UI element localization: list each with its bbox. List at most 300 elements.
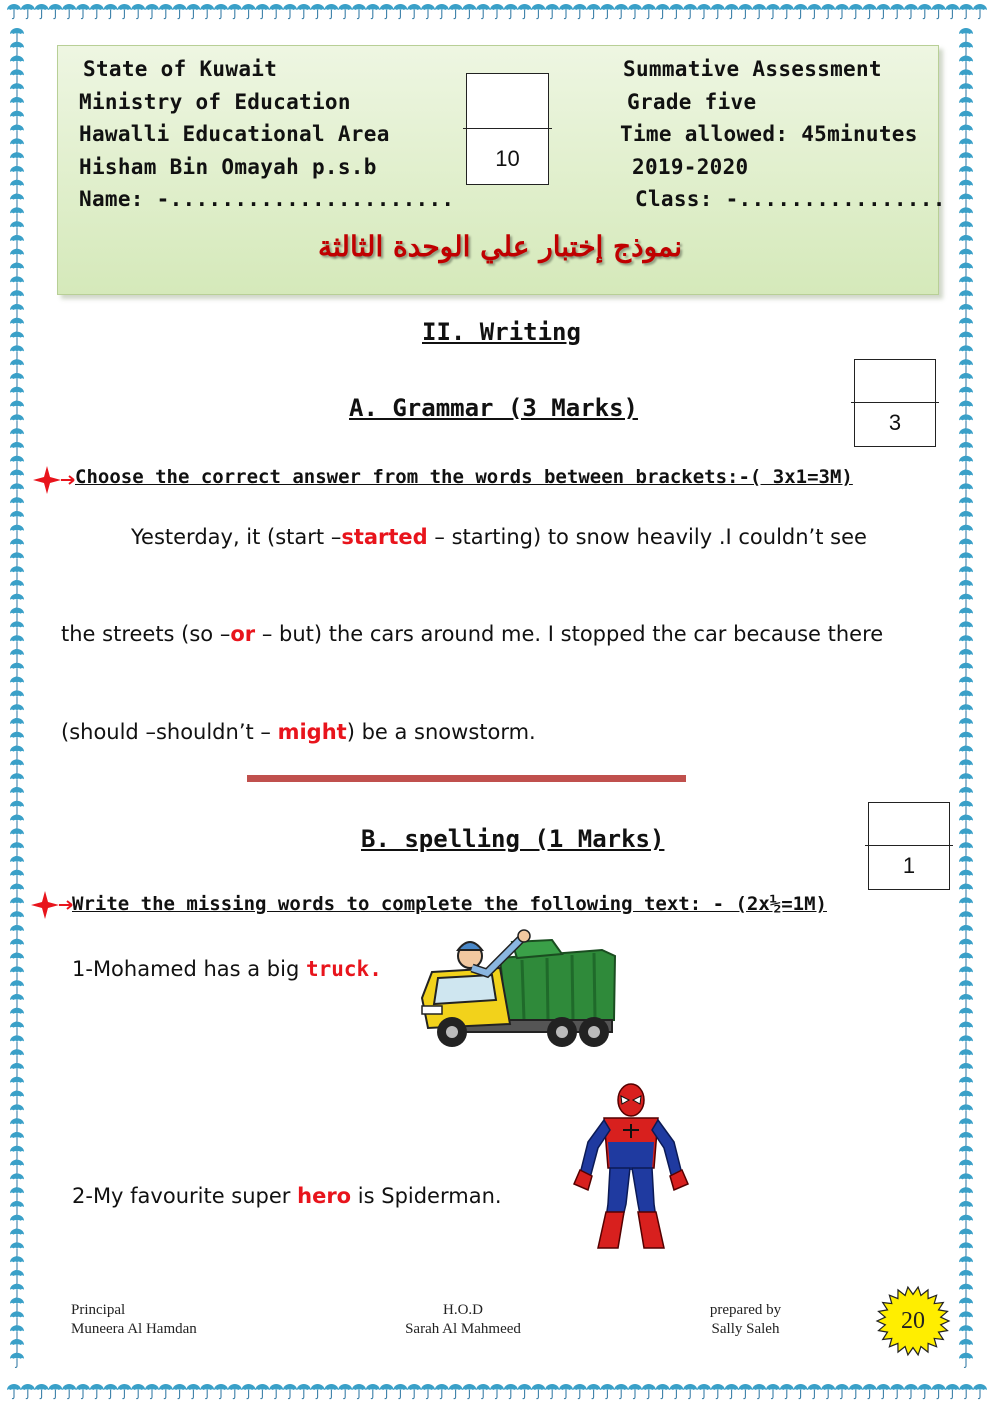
spelling-item-2 <box>72 1184 502 1208</box>
page-number-badge <box>872 1284 954 1358</box>
umbrella-icon <box>531 4 545 19</box>
umbrella-icon <box>959 1384 973 1399</box>
umbrella-icon <box>904 1384 918 1399</box>
footer-hod <box>388 1301 538 1339</box>
umbrella-icon <box>186 4 200 19</box>
umbrella-icon <box>959 1284 973 1299</box>
umbrella-icon <box>10 525 24 540</box>
umbrella-icon <box>10 373 24 388</box>
umbrella-icon <box>959 897 973 912</box>
umbrella-icon <box>959 56 973 71</box>
umbrella-icon <box>159 4 173 19</box>
umbrella-icon <box>10 773 24 788</box>
umbrella-icon <box>959 773 973 788</box>
footer-prepared-role: prepared by <box>709 1302 782 1318</box>
umbrella-icon <box>10 249 24 264</box>
footer-prepared-name: Sally Saleh <box>711 1321 780 1337</box>
umbrella-icon <box>959 801 973 816</box>
umbrella-icon <box>959 787 973 802</box>
umbrella-icon <box>380 1384 394 1399</box>
umbrella-icon <box>10 732 24 747</box>
umbrella-icon <box>518 1384 532 1399</box>
umbrella-icon <box>10 856 24 871</box>
umbrella-icon <box>10 1160 24 1175</box>
umbrella-icon <box>587 4 601 19</box>
total-mark: 10 <box>495 146 520 171</box>
umbrella-icon <box>725 4 739 19</box>
umbrella-icon <box>269 4 283 19</box>
umbrella-icon <box>614 1384 628 1399</box>
umbrella-icon <box>821 4 835 19</box>
umbrella-icon <box>959 111 973 126</box>
footer-hod-name: Sarah Al Mahmeed <box>405 1321 521 1337</box>
umbrella-icon <box>959 842 973 857</box>
umbrella-icon <box>10 497 24 512</box>
grammar-title: A. Grammar (3 Marks) <box>349 394 638 422</box>
spelling-mark: 1 <box>902 853 916 878</box>
umbrella-icon <box>959 428 973 443</box>
umbrella-icon <box>10 138 24 153</box>
umbrella-icon <box>10 677 24 692</box>
header-time: Time allowed: 45minutes <box>620 122 918 146</box>
umbrella-icon <box>959 28 973 43</box>
writing-title: II. Writing <box>422 318 581 346</box>
umbrella-icon <box>531 1384 545 1399</box>
umbrella-icon <box>297 1384 311 1399</box>
umbrella-icon <box>435 1384 449 1399</box>
umbrella-icon <box>959 4 973 19</box>
umbrella-icon <box>959 1104 973 1119</box>
umbrella-icon <box>10 1311 24 1326</box>
umbrella-icon <box>669 1384 683 1399</box>
umbrella-icon <box>959 1339 973 1354</box>
umbrella-icon <box>10 166 24 181</box>
umbrella-icon <box>959 166 973 181</box>
umbrella-icon <box>835 1384 849 1399</box>
umbrella-icon <box>104 4 118 19</box>
umbrella-icon <box>945 4 959 19</box>
umbrella-icon <box>697 4 711 19</box>
grammar-mark: 3 <box>888 410 902 435</box>
umbrella-icon <box>766 4 780 19</box>
grammar-line-1-pre: Yesterday, it (start – <box>131 525 342 549</box>
umbrella-icon <box>959 1229 973 1244</box>
umbrella-icon <box>10 470 24 485</box>
umbrella-icon <box>10 1229 24 1244</box>
umbrella-icon <box>214 1384 228 1399</box>
grammar-line-1 <box>131 525 867 549</box>
umbrella-icon <box>462 4 476 19</box>
umbrella-icon <box>959 1270 973 1285</box>
umbrella-icon <box>600 4 614 19</box>
umbrella-icon <box>366 4 380 19</box>
umbrella-icon <box>932 4 946 19</box>
umbrella-icon <box>959 1022 973 1037</box>
umbrella-icon <box>559 1384 573 1399</box>
spelling-item-1 <box>72 957 382 981</box>
umbrella-icon <box>959 635 973 650</box>
umbrella-icon <box>10 511 24 526</box>
umbrella-icon <box>10 663 24 678</box>
umbrella-icon <box>10 953 24 968</box>
umbrella-icon <box>959 442 973 457</box>
grammar-line-3 <box>61 720 536 744</box>
grammar-line-2-post: – but) the cars around me. I stopped the car because there <box>255 622 884 646</box>
umbrella-icon <box>628 1384 642 1399</box>
umbrella-icon <box>10 870 24 885</box>
umbrella-icon <box>173 1384 187 1399</box>
umbrella-icon <box>421 1384 435 1399</box>
umbrella-icon <box>283 4 297 19</box>
umbrella-icon <box>821 1384 835 1399</box>
umbrella-icon <box>656 4 670 19</box>
umbrella-icon <box>10 594 24 609</box>
umbrella-icon <box>780 4 794 19</box>
grammar-mark-box <box>854 359 936 447</box>
header-class-field: Class: -................ <box>635 187 946 211</box>
umbrella-icon <box>10 276 24 291</box>
umbrella-icon <box>10 1353 24 1368</box>
umbrella-icon <box>145 4 159 19</box>
umbrella-icon <box>90 4 104 19</box>
umbrella-icon <box>10 704 24 719</box>
spelling-item-1-pre: 1-Mohamed has a big <box>72 957 306 981</box>
umbrella-icon <box>959 1008 973 1023</box>
red-star-icon <box>33 465 75 495</box>
answer-started: started <box>341 525 428 549</box>
umbrella-icon <box>959 373 973 388</box>
umbrella-icon <box>10 994 24 1009</box>
umbrella-icon <box>10 359 24 374</box>
umbrella-icon <box>228 4 242 19</box>
umbrella-icon <box>973 1384 987 1399</box>
umbrella-icon <box>559 4 573 19</box>
umbrella-icon <box>10 897 24 912</box>
umbrella-icon <box>959 97 973 112</box>
umbrella-icon <box>7 1384 21 1399</box>
umbrella-icon <box>269 1384 283 1399</box>
umbrella-icon <box>10 69 24 84</box>
umbrella-icon <box>959 180 973 195</box>
umbrella-icon <box>863 1384 877 1399</box>
umbrella-icon <box>959 649 973 664</box>
umbrella-icon <box>10 718 24 733</box>
umbrella-icon <box>849 4 863 19</box>
umbrella-icon <box>932 1384 946 1399</box>
umbrella-icon <box>117 4 131 19</box>
umbrella-icon <box>76 4 90 19</box>
umbrella-icon <box>324 4 338 19</box>
grammar-line-2 <box>61 622 883 646</box>
umbrella-icon <box>959 456 973 471</box>
header-country: State of Kuwait <box>83 57 278 81</box>
umbrella-icon <box>959 414 973 429</box>
umbrella-icon <box>959 953 973 968</box>
footer-principal-role: Principal <box>71 1302 126 1318</box>
umbrella-icon <box>10 401 24 416</box>
umbrella-icon <box>283 1384 297 1399</box>
grammar-line-1-post: – starting) to snow heavily .I couldn’t see <box>427 525 867 549</box>
umbrella-icon <box>145 1384 159 1399</box>
umbrella-icon <box>200 4 214 19</box>
umbrella-icon <box>959 401 973 416</box>
umbrella-icon <box>959 1256 973 1271</box>
umbrella-icon <box>794 4 808 19</box>
header-area: Hawalli Educational Area <box>79 122 390 146</box>
header-school: Hisham Bin Omayah p.s.b <box>79 155 377 179</box>
umbrella-icon <box>711 4 725 19</box>
umbrella-icon <box>669 4 683 19</box>
umbrella-icon <box>959 125 973 140</box>
umbrella-icon <box>959 1242 973 1257</box>
umbrella-icon <box>435 4 449 19</box>
header-name-field: Name: -...................... <box>79 187 455 211</box>
umbrella-icon <box>10 83 24 98</box>
umbrella-icon <box>35 1384 49 1399</box>
umbrella-icon <box>959 359 973 374</box>
umbrella-icon <box>959 276 973 291</box>
umbrella-icon <box>807 1384 821 1399</box>
umbrella-icon <box>959 828 973 843</box>
umbrella-icon <box>131 1384 145 1399</box>
umbrella-icon <box>10 1077 24 1092</box>
umbrella-icon <box>35 4 49 19</box>
umbrella-icon <box>10 966 24 981</box>
umbrella-icon <box>10 180 24 195</box>
umbrella-icon <box>393 1384 407 1399</box>
umbrella-icon <box>10 1187 24 1202</box>
umbrella-icon <box>973 4 987 19</box>
umbrella-icon <box>945 1384 959 1399</box>
umbrella-icon <box>959 207 973 222</box>
umbrella-icon <box>504 4 518 19</box>
umbrella-icon <box>10 621 24 636</box>
umbrella-icon <box>959 870 973 885</box>
umbrella-icon <box>959 911 973 926</box>
umbrella-icon <box>10 1242 24 1257</box>
umbrella-icon <box>10 345 24 360</box>
umbrella-icon <box>421 4 435 19</box>
umbrella-icon <box>393 4 407 19</box>
umbrella-icon <box>462 1384 476 1399</box>
umbrella-icon <box>683 1384 697 1399</box>
umbrella-icon <box>10 911 24 926</box>
umbrella-icon <box>780 1384 794 1399</box>
answer-or: or <box>230 622 256 646</box>
umbrella-icon <box>7 4 21 19</box>
umbrella-icon <box>10 1035 24 1050</box>
umbrella-icon <box>352 4 366 19</box>
footer-prepared <box>693 1301 798 1339</box>
umbrella-icon <box>959 566 973 581</box>
umbrella-icon <box>200 1384 214 1399</box>
umbrella-icon <box>959 1201 973 1216</box>
umbrella-icon <box>10 1201 24 1216</box>
umbrella-icon <box>10 939 24 954</box>
arabic-title: نموذج إختبار علي الوحدة الثالثة <box>317 230 683 263</box>
umbrella-icon <box>10 318 24 333</box>
umbrella-icon <box>752 4 766 19</box>
superhero-illustration <box>568 1082 694 1250</box>
umbrella-icon <box>959 511 973 526</box>
umbrella-icon <box>959 221 973 236</box>
umbrella-icon <box>959 884 973 899</box>
umbrella-icon <box>959 1146 973 1161</box>
umbrella-icon <box>10 1049 24 1064</box>
umbrella-icon <box>10 759 24 774</box>
umbrella-icon <box>10 1146 24 1161</box>
umbrella-icon <box>876 1384 890 1399</box>
header-grade: Grade five <box>627 90 757 114</box>
spelling-instruction: Write the missing words to complete the following text: - (2x½=1M) <box>72 893 827 915</box>
umbrella-icon <box>10 1325 24 1340</box>
umbrella-icon <box>10 690 24 705</box>
spelling-item-2-post: is Spiderman. <box>351 1184 502 1208</box>
umbrella-icon <box>10 1284 24 1299</box>
umbrella-icon <box>10 483 24 498</box>
umbrella-icon <box>959 552 973 567</box>
umbrella-icon <box>959 263 973 278</box>
umbrella-icon <box>48 1384 62 1399</box>
umbrella-icon <box>449 1384 463 1399</box>
answer-truck: truck. <box>305 957 382 981</box>
umbrella-icon <box>959 663 973 678</box>
umbrella-icon <box>959 497 973 512</box>
umbrella-icon <box>21 1384 35 1399</box>
section-divider <box>247 775 686 782</box>
umbrella-icon <box>959 718 973 733</box>
umbrella-icon <box>614 4 628 19</box>
umbrella-icon <box>10 207 24 222</box>
umbrella-icon <box>366 1384 380 1399</box>
umbrella-icon <box>959 1091 973 1106</box>
umbrella-icon <box>545 4 559 19</box>
umbrella-icon <box>959 732 973 747</box>
umbrella-icon <box>642 4 656 19</box>
garbage-truck-illustration <box>412 928 617 1050</box>
umbrella-icon <box>959 525 973 540</box>
umbrella-icon <box>10 456 24 471</box>
umbrella-icon <box>76 1384 90 1399</box>
umbrella-icon <box>656 1384 670 1399</box>
umbrella-icon <box>573 1384 587 1399</box>
umbrella-icon <box>10 608 24 623</box>
umbrella-icon <box>959 235 973 250</box>
umbrella-icon <box>959 815 973 830</box>
spelling-title: B. spelling (1 Marks) <box>361 825 665 853</box>
umbrella-icon <box>407 4 421 19</box>
umbrella-icon <box>62 1384 76 1399</box>
umbrella-icon <box>10 925 24 940</box>
umbrella-icon <box>959 332 973 347</box>
grammar-instruction: Choose the correct answer from the words between brackets:-( 3x1=3M) <box>75 466 853 488</box>
umbrella-icon <box>959 483 973 498</box>
umbrella-icon <box>10 221 24 236</box>
umbrella-icon <box>10 1256 24 1271</box>
page-number: 20 <box>901 1308 925 1334</box>
umbrella-icon <box>10 1104 24 1119</box>
umbrella-icon <box>10 263 24 278</box>
umbrella-icon <box>959 1118 973 1133</box>
umbrella-icon <box>10 884 24 899</box>
umbrella-icon <box>380 4 394 19</box>
footer-hod-role: H.O.D <box>443 1302 483 1318</box>
umbrella-icon <box>600 1384 614 1399</box>
umbrella-icon <box>959 704 973 719</box>
umbrella-icon <box>959 318 973 333</box>
umbrella-icon <box>490 1384 504 1399</box>
umbrella-icon <box>959 1325 973 1340</box>
umbrella-icon <box>959 1049 973 1064</box>
umbrella-icon <box>10 194 24 209</box>
footer-principal-name: Muneera Al Hamdan <box>71 1321 197 1337</box>
umbrella-icon <box>10 56 24 71</box>
umbrella-icon <box>959 594 973 609</box>
umbrella-icon <box>476 1384 490 1399</box>
umbrella-icon <box>766 1384 780 1399</box>
umbrella-icon <box>959 387 973 402</box>
umbrella-icon <box>10 428 24 443</box>
umbrella-icon <box>904 4 918 19</box>
umbrella-icon <box>48 4 62 19</box>
umbrella-icon <box>10 1008 24 1023</box>
grammar-line-3-pre: (should –shouldn’t – <box>61 720 278 744</box>
umbrella-icon <box>10 442 24 457</box>
umbrella-icon <box>10 235 24 250</box>
umbrella-icon <box>959 470 973 485</box>
umbrella-icon <box>807 4 821 19</box>
umbrella-icon <box>959 1187 973 1202</box>
grammar-line-2-pre: the streets (so – <box>61 622 231 646</box>
umbrella-icon <box>642 1384 656 1399</box>
umbrella-icon <box>959 194 973 209</box>
umbrella-icon <box>352 1384 366 1399</box>
umbrella-icon <box>10 1339 24 1354</box>
umbrella-icon <box>959 966 973 981</box>
umbrella-icon <box>545 1384 559 1399</box>
umbrella-icon <box>186 1384 200 1399</box>
umbrella-icon <box>10 28 24 43</box>
header-ministry: Ministry of Education <box>79 90 351 114</box>
umbrella-icon <box>10 539 24 554</box>
umbrella-icon <box>10 42 24 57</box>
umbrella-icon <box>10 842 24 857</box>
umbrella-icon <box>297 4 311 19</box>
umbrella-icon <box>959 980 973 995</box>
umbrella-icon <box>918 4 932 19</box>
umbrella-icon <box>849 1384 863 1399</box>
umbrella-icon <box>959 290 973 305</box>
umbrella-icon <box>131 4 145 19</box>
umbrella-icon <box>959 621 973 636</box>
umbrella-icon <box>10 801 24 816</box>
umbrella-icon <box>959 1298 973 1313</box>
umbrella-icon <box>959 746 973 761</box>
umbrella-icon <box>504 1384 518 1399</box>
umbrella-icon <box>959 994 973 1009</box>
header-year: 2019-2020 <box>632 155 749 179</box>
umbrella-icon <box>918 1384 932 1399</box>
umbrella-icon <box>959 690 973 705</box>
umbrella-icon <box>173 4 187 19</box>
umbrella-icon <box>10 828 24 843</box>
umbrella-icon <box>876 4 890 19</box>
umbrella-icon <box>10 552 24 567</box>
umbrella-icon <box>159 1384 173 1399</box>
umbrella-icon <box>104 1384 118 1399</box>
spelling-item-2-pre: 2-My favourite super <box>72 1184 298 1208</box>
umbrella-icon <box>959 304 973 319</box>
